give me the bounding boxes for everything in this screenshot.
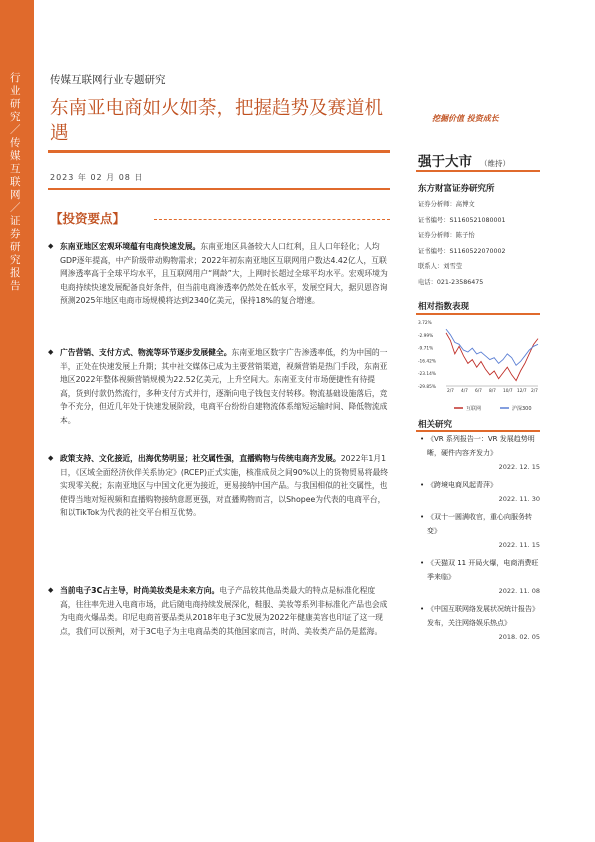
research-title[interactable]: 《跨境电商风起青萍》: [427, 481, 497, 489]
x-tick-label: 12/7: [517, 389, 527, 394]
rating: [418, 150, 510, 170]
diamond-icon: ◆: [48, 454, 54, 462]
key-points-dash: [154, 219, 390, 220]
bullet-icon: •: [420, 513, 425, 521]
y-tick-label: -9.71%: [418, 346, 434, 352]
report-category: 传媒互联网行业专题研究: [50, 74, 166, 86]
bullet-icon: •: [420, 605, 425, 613]
y-axis-ticks: [418, 320, 538, 390]
report-title: 东南亚电商如火如荼，把握趋势及赛道机遇: [50, 98, 384, 144]
key-point-2: [48, 346, 390, 428]
research-item[interactable]: [420, 478, 540, 506]
key-point-lead: 当前电子3C占主导，时尚美妆类是未来方向。: [60, 586, 220, 595]
diamond-icon: ◆: [48, 586, 54, 594]
research-item[interactable]: [420, 602, 540, 644]
analyst-line: 证书编号：S1160521080001: [418, 216, 506, 224]
chart-legend: [454, 405, 532, 412]
sidebar-band: [0, 0, 34, 842]
x-tick-label: 2/7: [531, 389, 538, 394]
diamond-icon: ◆: [48, 348, 54, 356]
key-point-1: [48, 240, 390, 308]
research-date: 2022. 11. 08: [498, 587, 540, 595]
x-tick-label: 6/7: [475, 389, 482, 394]
slogan: 挖掘价值 投资成长: [432, 114, 499, 123]
key-point-text: 东南亚地区数字广告渗透率低，约为中国的一半，正处在快速发展上升期；其中社交媒体已成为主要营销渠道，视频营销是热门手段，东南亚地区2022年整体视频营销规模为22.52亿美元，上升空间大。东南亚支付市场便捷性有待提高，货到付款仍然流行，多种支付方式并行，逐渐向电子钱包支付转移。物流基础设施落后，竞争不充分，但近几年处于快速发展阶段，电商平台纷纷自建物流体系缩短运输时间、降低物流成本。: [60, 348, 388, 425]
y-tick-label: -2.99%: [418, 333, 434, 339]
sidebar-text: 行业研究／传媒互联网／证券研究报告: [10, 72, 21, 292]
report-date: 2023 年 02 月 08 日: [50, 173, 144, 182]
analyst-line: 联系人：刘雪莹: [418, 263, 463, 271]
research-date: 2018. 02. 05: [498, 633, 540, 641]
research-title[interactable]: 《天猫双 11 开局火爆，电商消费旺季来临》: [427, 559, 539, 581]
research-section-title: 相关研究: [418, 420, 453, 430]
chart-section-title: 相对指数表现: [418, 302, 470, 312]
x-tick-label: 10/7: [503, 389, 513, 394]
key-point-lead: 东南亚地区宏观环境蕴有电商快速发展。: [60, 242, 201, 251]
rating-title: 强于大市: [418, 154, 472, 170]
bullet-icon: •: [420, 481, 425, 489]
y-tick-label: -23.14%: [418, 372, 436, 378]
research-title[interactable]: 《VR 系列报告一：VR 发展趋势明晰，硬件内容齐发力》: [427, 435, 535, 457]
legend-label: 沪深300: [512, 405, 532, 412]
x-tick-label: 2/7: [447, 389, 454, 394]
legend-label: 互联网: [466, 405, 482, 412]
key-points-header: [48, 208, 390, 230]
x-tick-label: 4/7: [461, 389, 468, 394]
key-point-4: [48, 584, 390, 638]
research-item[interactable]: [420, 510, 540, 552]
x-axis-ticks: [447, 388, 538, 394]
x-tick-label: 8/7: [489, 389, 496, 394]
analyst-line: 证书编号：S1160522070002: [418, 247, 506, 255]
research-title[interactable]: 《中国互联网络发展状况统计报告》发布，关注网络娱乐热点》: [427, 605, 539, 627]
research-title[interactable]: 《双十一圆满收官，重心向服务转变》: [427, 513, 532, 535]
research-date: 2022. 11. 30: [498, 495, 540, 503]
bullet-icon: •: [420, 559, 425, 567]
research-item[interactable]: [420, 432, 540, 474]
key-points-title: 【投资要点】: [50, 211, 126, 226]
rating-sub: （维持）: [480, 159, 510, 168]
key-point-text: 电子产品较其他品类最大的特点是标准化程度高，往往率先进入电商市场，此后随电商持续发展深化，鞋服、美妆等系列非标准化产品也会成为电商火爆品类。印尼电商首要品类从2018年电子3C发展为2022年健康美容也印证了这一现点，我们可以预判，对于3C电子为主电商品类的其他国家而言，时尚、美妆类产品仍是蓝海。: [60, 586, 388, 636]
y-tick-label: -29.85%: [418, 385, 436, 390]
y-tick-label: 3.72%: [418, 321, 432, 326]
analyst-list: [418, 197, 506, 291]
diamond-icon: ◆: [48, 242, 54, 250]
key-point-text: 2022年1月1日，《区域全面经济伙伴关系协定》(RCEP)正式实施，核准成员之间90%以上的货物贸易将最终实现零关税；东南亚地区与中国文化更为接近，更易接纳中国产品。与我国相似的社交属性，也使得当地对短视频和直播购物接纳意愿更强，对直播购物而言，以Shopee为代表的电商平台，和以TikTok为代表的社交平台相互优势。: [60, 454, 389, 518]
analyst-line: 电话：021-23586475: [418, 278, 484, 286]
key-point-lead: 政策支持、文化接近，出海优势明显；社交属性强，直播购物与传统电商齐发展。: [60, 454, 341, 463]
key-point-text: 东南亚地区具备较大人口红利，且人口年轻化；人均GDP逐年提高，中产阶级带动购物需求；2022年初东南亚地区互联网用户数达4.42亿人，互联网渗透率高于全球平均水平，且互联网用户“网龄”大，上网时长超过全球平均水平。宏观环境为电商持续快速发展配备良好条件，但当前电商渗透率仍然处在低水平，发展空间大，据贝恩咨询预测2025年地区电商市场规模将达到2340亿美元，保持18%的复合增速。: [60, 242, 388, 306]
rating-rule: [416, 170, 540, 172]
org-name: 东方财富证券研究所: [418, 184, 495, 194]
date-rule: [48, 188, 390, 190]
bullet-icon: •: [420, 435, 425, 443]
key-point-3: [48, 452, 390, 520]
analyst-line: 证券分析师：高博文: [418, 201, 475, 208]
research-date: 2022. 12. 15: [498, 463, 540, 471]
chart-section-rule: [416, 313, 540, 315]
analyst-line: 证券分析师：陈子怡: [418, 232, 475, 240]
relative-index-chart: [418, 318, 542, 416]
research-item[interactable]: [420, 556, 540, 598]
chart-lines: [446, 329, 538, 381]
y-tick-label: -16.42%: [418, 359, 436, 365]
title-rule: [48, 150, 390, 153]
research-date: 2022. 11. 15: [498, 541, 540, 549]
key-point-lead: 广告营销、支付方式、物流等环节逐步发展健全。: [60, 348, 232, 357]
related-research-list: [420, 432, 540, 648]
